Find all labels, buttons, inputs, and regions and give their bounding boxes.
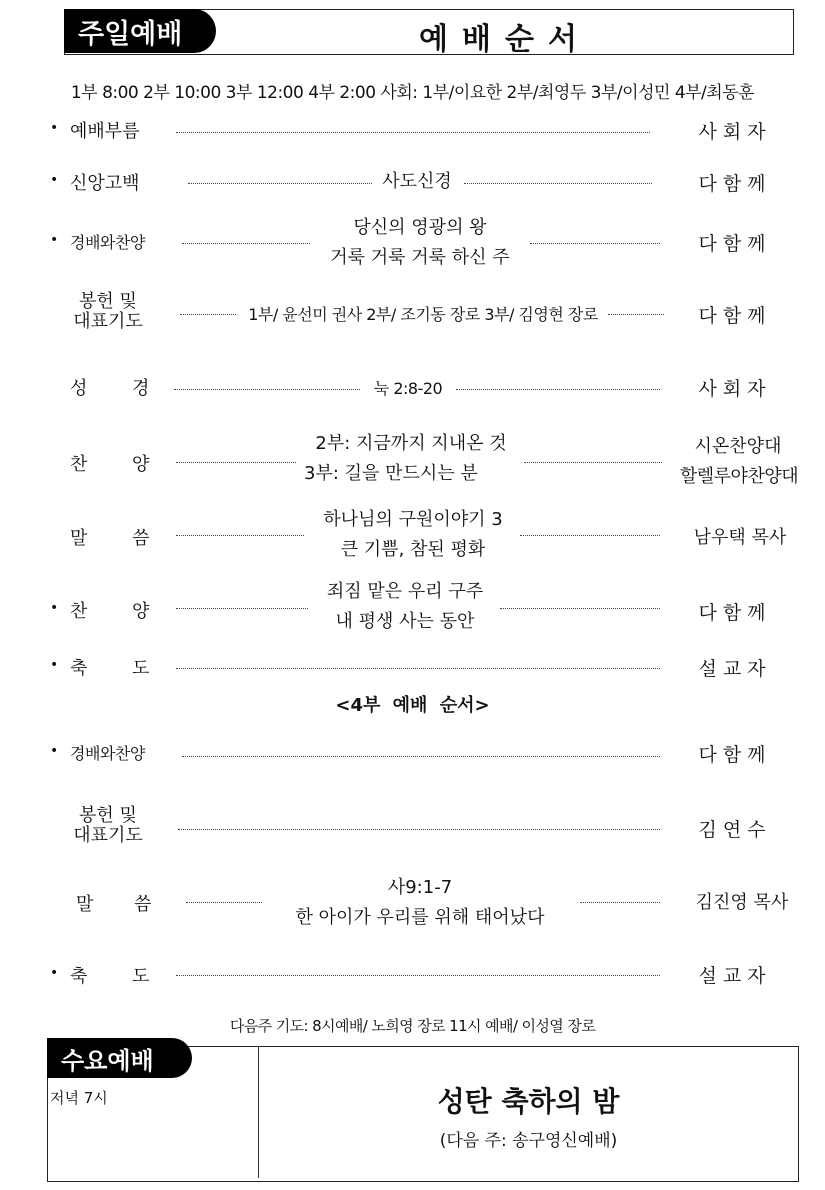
bullet: • bbox=[50, 965, 59, 981]
label-offering-2: 대표기도 bbox=[73, 311, 143, 332]
role-r5: 사회자 bbox=[698, 378, 772, 400]
praise-song-2: 거룩 거룩 거룩 하신 주 bbox=[330, 247, 510, 268]
bullet: • bbox=[50, 743, 59, 759]
role-r2: 다함께 bbox=[698, 173, 772, 195]
leader-dots bbox=[176, 608, 308, 609]
label-call-to-worship: 예배부름 bbox=[70, 121, 140, 142]
preacher4: 김진영 목사 bbox=[695, 892, 789, 913]
leader-dots bbox=[176, 668, 660, 669]
wednesday-title: 성탄 축하의 밤 bbox=[437, 1085, 620, 1118]
label-creed: 신앙고백 bbox=[70, 173, 140, 194]
creed-text: 사도신경 bbox=[382, 171, 452, 192]
bullet: • bbox=[50, 120, 59, 136]
role-r1: 사회자 bbox=[698, 121, 772, 143]
bullet: • bbox=[50, 172, 59, 188]
label-hymn-a: 찬 bbox=[70, 601, 88, 622]
role-a2: 김연수 bbox=[698, 819, 772, 841]
label-sermon4-a: 말 bbox=[76, 894, 94, 915]
hymn-2: 내 평생 사는 동안 bbox=[335, 611, 475, 632]
label-praise-4: 경배와찬양 bbox=[70, 744, 145, 763]
leader-dots bbox=[180, 314, 236, 315]
praise-song-1: 당신의 영광의 왕 bbox=[353, 217, 487, 238]
leader-dots bbox=[464, 183, 652, 184]
leader-dots bbox=[524, 462, 662, 463]
leader-dots bbox=[188, 183, 372, 184]
label-scripture-b: 경 bbox=[132, 378, 150, 399]
role-a4: 설교자 bbox=[698, 965, 772, 987]
scripture-ref: 눅 2:8-20 bbox=[373, 379, 443, 398]
label-scripture-a: 성 bbox=[70, 378, 88, 399]
label-sermon-a: 말 bbox=[70, 528, 88, 549]
label-benediction-a: 축 bbox=[70, 658, 88, 679]
leader-dots bbox=[530, 243, 660, 244]
sermon4-ref: 사9:1-7 bbox=[387, 877, 453, 898]
next-week-prayer: 다음주 기도: 8시예배/ 노희영 장로 11시 예배/ 이성열 장로 bbox=[229, 1017, 596, 1035]
role-r3: 다함께 bbox=[698, 233, 772, 255]
sunday-service-tag: 주일예배 bbox=[64, 9, 216, 53]
leader-dots bbox=[500, 608, 660, 609]
choir-zion: 시온찬양대 bbox=[694, 436, 782, 457]
bullet: • bbox=[50, 232, 59, 248]
label-anthem-b: 양 bbox=[132, 454, 150, 475]
sermon-title: 하나님의 구원이야기 3 bbox=[323, 509, 503, 530]
label-anthem-a: 찬 bbox=[70, 454, 88, 475]
leader-dots bbox=[456, 389, 660, 390]
sermon-subtitle: 큰 기쁨, 참된 평화 bbox=[340, 539, 486, 560]
anthem-3rd: 3부: 길을 만드시는 분 bbox=[304, 463, 478, 484]
leader-dots bbox=[182, 756, 660, 757]
label-hymn-b: 양 bbox=[132, 601, 150, 622]
label-offering-4-2: 대표기도 bbox=[73, 825, 143, 846]
anthem-2nd: 2부: 지금까지 지내온 것 bbox=[315, 433, 507, 454]
role-r8: 다함께 bbox=[698, 602, 772, 624]
bullet: • bbox=[50, 600, 59, 616]
hymn-1: 죄짐 맡은 우리 구주 bbox=[326, 581, 484, 602]
label-benediction4-b: 도 bbox=[132, 966, 150, 987]
label-sermon-b: 씀 bbox=[132, 528, 150, 549]
leader-dots bbox=[174, 389, 360, 390]
page-title: 예배순서 bbox=[419, 22, 591, 57]
sermon4-title: 한 아이가 우리를 위해 태어났다 bbox=[295, 907, 545, 928]
wednesday-tag: 수요예배 bbox=[47, 1038, 192, 1078]
leader-dots bbox=[608, 314, 664, 315]
role-r4: 다함께 bbox=[698, 305, 772, 327]
leader-dots bbox=[580, 902, 660, 903]
leader-dots bbox=[186, 902, 262, 903]
leader-dots bbox=[178, 829, 660, 830]
wednesday-time: 저녁 7시 bbox=[50, 1089, 108, 1107]
choir-hallelujah: 할렐루야찬양대 bbox=[679, 466, 799, 487]
preacher: 남우택 목사 bbox=[693, 527, 787, 548]
label-offering-1: 봉헌 및 bbox=[79, 291, 137, 312]
service-times: 1부 8:00 2부 10:00 3부 12:00 4부 2:00 사회: 1부/이요한 2부/최영두 3부/이성민 4부/최동훈 bbox=[70, 83, 755, 103]
leader-dots bbox=[182, 243, 310, 244]
wednesday-subtitle: (다음 주: 송구영신예배) bbox=[439, 1131, 618, 1151]
leader-dots bbox=[176, 462, 296, 463]
bullet: • bbox=[50, 657, 59, 673]
label-praise: 경배와찬양 bbox=[70, 233, 145, 252]
label-sermon4-b: 씀 bbox=[134, 894, 152, 915]
label-benediction-b: 도 bbox=[132, 658, 150, 679]
prayer-leaders: 1부/ 윤선미 권사 2부/ 조기동 장로 3부/ 김영현 장로 bbox=[248, 305, 598, 324]
label-benediction4-a: 축 bbox=[70, 966, 88, 987]
role-r9: 설교자 bbox=[698, 658, 772, 680]
leader-dots bbox=[176, 975, 660, 976]
label-offering-4-1: 봉헌 및 bbox=[79, 805, 137, 826]
leader-dots bbox=[176, 535, 304, 536]
leader-dots bbox=[520, 535, 660, 536]
section-4-title: <4부 예배 순서> bbox=[335, 695, 490, 716]
role-a1: 다함께 bbox=[698, 744, 772, 766]
leader-dots bbox=[176, 132, 650, 133]
